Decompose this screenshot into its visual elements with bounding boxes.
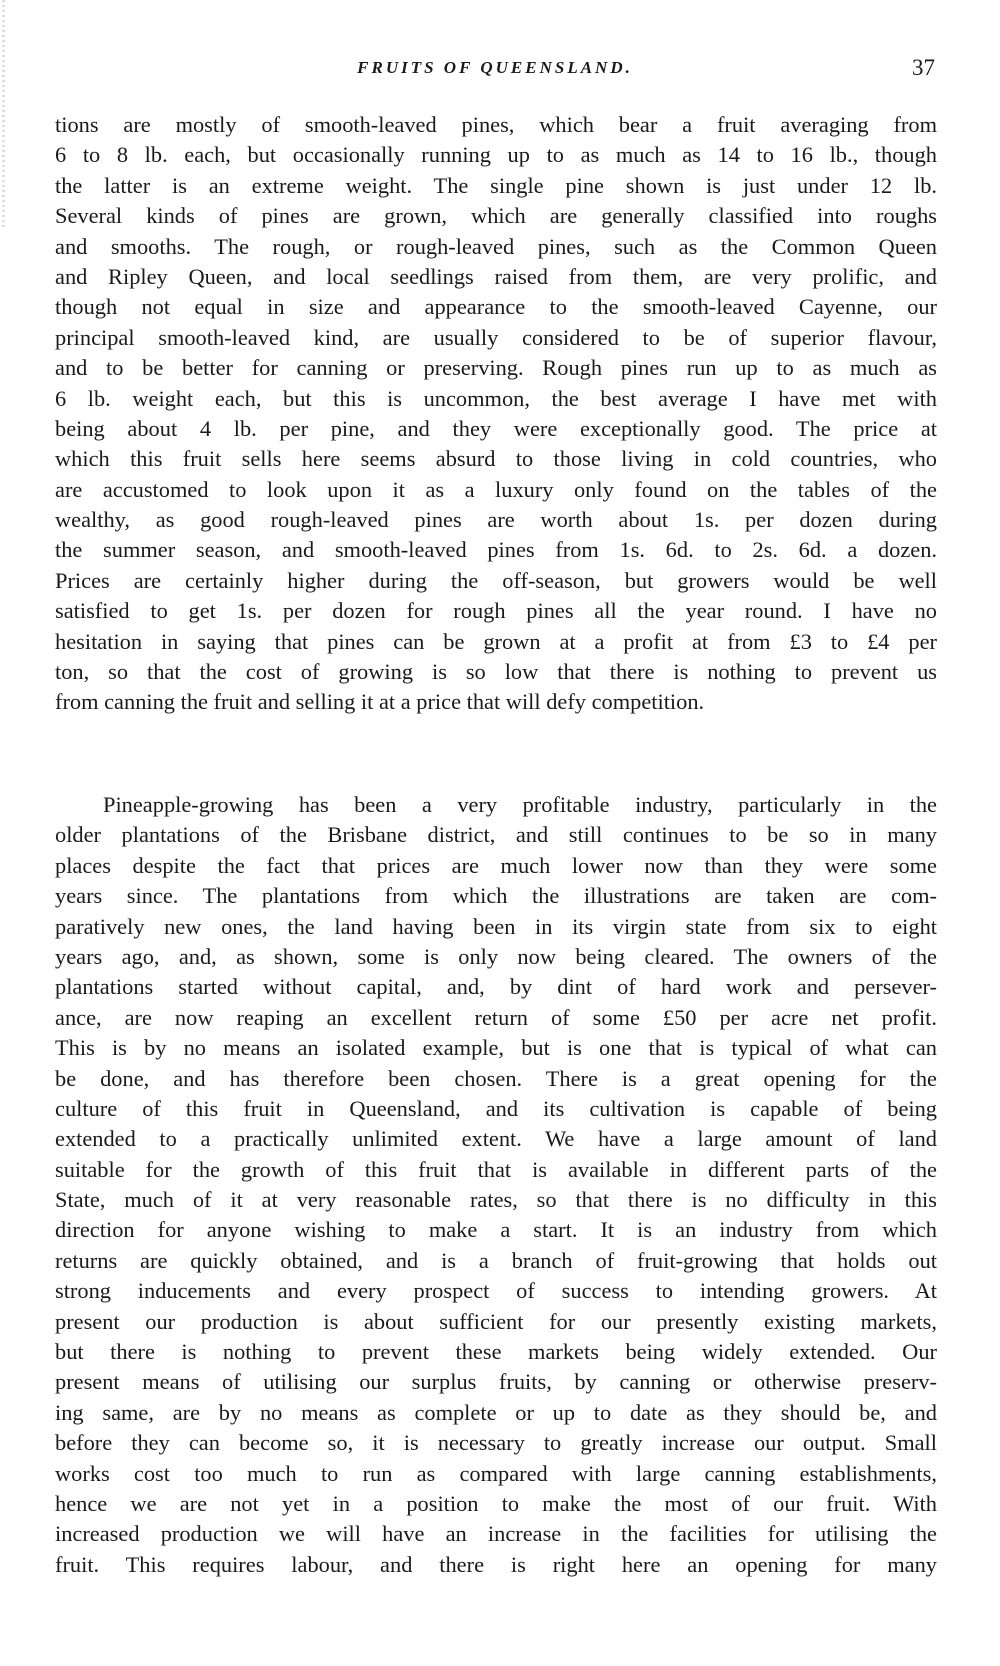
text-line: older plantations of the Brisbane district, and still continues to be so in many [55, 822, 937, 848]
text-line: which this fruit sells here seems absurd to those living in cold countries, who [55, 446, 937, 472]
text-line: returns are quickly obtained, and is a branch of fruit-growing that holds out [55, 1247, 937, 1273]
text-line: years since. The plantations from which the illustrations are taken are com- [55, 883, 937, 909]
binding-edge [2, 0, 5, 230]
text-line: and to be better for canning or preserving. Rough pines run up to as much as [55, 355, 937, 381]
text-line: State, much of it at very reasonable rates, so that there is no difficulty in this [55, 1187, 937, 1213]
text-line: 6 to 8 lb. each, but occasionally running up to as much as 14 to 16 lb., though [55, 142, 937, 168]
running-title: FRUITS OF QUEENSLAND. [357, 58, 633, 77]
text-line: This is by no means an isolated example, but is one that is typical of what can [55, 1035, 937, 1061]
running-head [55, 55, 935, 88]
text-line: the latter is an extreme weight. The single pine shown is just under 12 lb. [55, 172, 937, 198]
text-line: be done, and has therefore been chosen. There is a great opening for the [55, 1065, 937, 1091]
text-line: are accustomed to look upon it as a luxury only found on the tables of the [55, 476, 937, 502]
page-number: 37 [912, 55, 935, 80]
text-line: places despite the fact that prices are much lower now than they were some [55, 852, 937, 878]
text-line: ton, so that the cost of growing is so low that there is nothing to prevent us [55, 659, 937, 685]
text-line: satisfied to get 1s. per dozen for rough pines all the year round. I have no [55, 598, 937, 624]
text-line: extended to a practically unlimited extent. We have a large amount of land [55, 1126, 937, 1152]
text-line: present means of utilising our surplus fruits, by canning or otherwise preserv- [55, 1369, 937, 1395]
text-line: direction for anyone wishing to make a start. It is an industry from which [55, 1217, 937, 1243]
text-line: tions are mostly of smooth-leaved pines, which bear a fruit averaging from [55, 112, 937, 137]
text-line: before they can become so, it is necessary to greatly increase our output. Small [55, 1430, 937, 1456]
text-line: years ago, and, as shown, some is only now being cleared. The owners of the [55, 943, 937, 969]
text-line: Prices are certainly higher during the off-season, but growers would be well [55, 567, 937, 593]
text-line: plantations started without capital, and, by dint of hard work and persever- [55, 974, 937, 1000]
text-line: from canning the fruit and selling it at a price that will defy competition. [55, 689, 705, 715]
text-line: ance, are now reaping an excellent return of some £50 per acre net profit. [55, 1004, 937, 1030]
text-line: works cost too much to run as compared with large canning establishments, [55, 1460, 937, 1486]
text-line: strong inducements and every prospect of success to intending growers. At [55, 1278, 937, 1304]
text-line: Several kinds of pines are grown, which are generally classified into roughs [55, 203, 937, 229]
text-line: present our production is about sufficient for our presently existing markets, [55, 1308, 937, 1334]
text-line: wealthy, as good rough-leaved pines are worth about 1s. per dozen during [55, 507, 937, 533]
text-line: Pineapple-growing has been a very profitable industry, particularly in the [103, 792, 937, 817]
text-line: but there is nothing to prevent these markets being widely extended. Our [55, 1339, 937, 1365]
text-line: hence we are not yet in a position to make the most of our fruit. With [55, 1490, 937, 1516]
text-line: culture of this fruit in Queensland, and its cultivation is capable of being [55, 1095, 937, 1121]
text-line: ing same, are by no means as complete or up to date as they should be, and [55, 1399, 937, 1425]
paragraph-2 [55, 790, 937, 1580]
text-line: 6 lb. weight each, but this is uncommon, the best average I have met with [55, 385, 937, 411]
text-line: hesitation in saying that pines can be grown at a profit at from £3 to £4 per [55, 628, 937, 654]
text-line: fruit. This requires labour, and there is right here an opening for many [55, 1551, 937, 1577]
text-line: and smooths. The rough, or rough-leaved pines, such as the Common Queen [55, 233, 937, 259]
text-line: principal smooth-leaved kind, are usually considered to be of superior flavour, [55, 324, 937, 350]
text-line: and Ripley Queen, and local seedlings raised from them, are very prolific, and [55, 263, 937, 289]
paragraph-1 [55, 110, 937, 718]
text-line: the summer season, and smooth-leaved pines from 1s. 6d. to 2s. 6d. a dozen. [55, 537, 937, 563]
text-line: being about 4 lb. per pine, and they were exceptionally good. The price at [55, 415, 937, 441]
text-line: paratively new ones, the land having been in its virgin state from six to eight [55, 913, 937, 939]
text-line: suitable for the growth of this fruit that is available in different parts of the [55, 1156, 937, 1182]
text-line: though not equal in size and appearance to the smooth-leaved Cayenne, our [55, 294, 937, 320]
text-line: increased production we will have an increase in the facilities for utilising the [55, 1521, 937, 1547]
